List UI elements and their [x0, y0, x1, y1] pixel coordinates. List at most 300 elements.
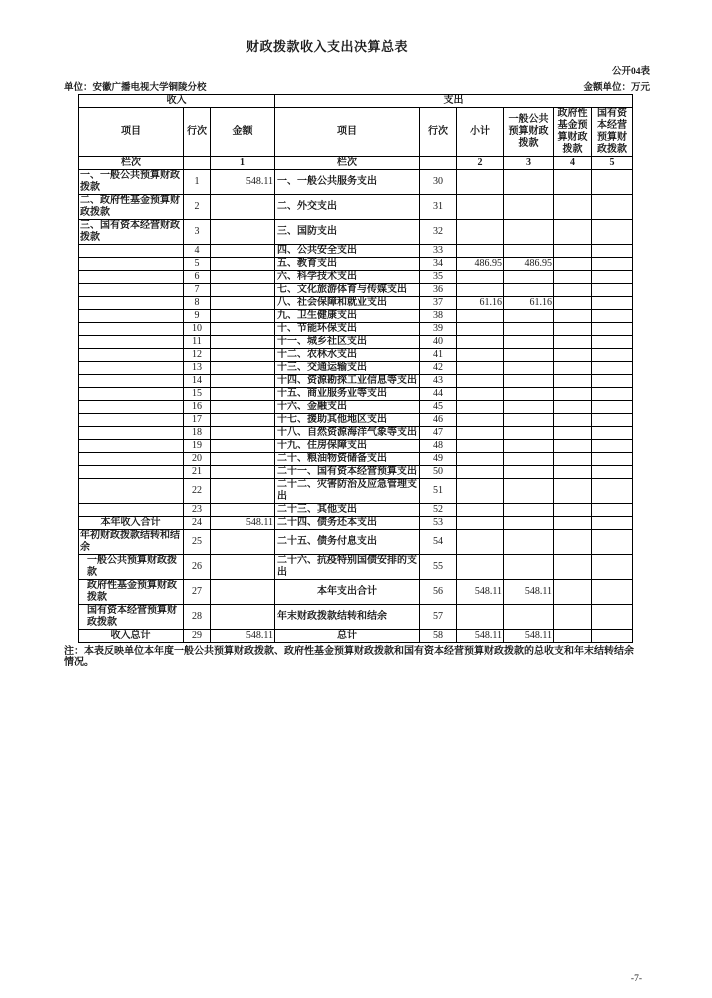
income-amount-cell: [211, 388, 275, 401]
expense-statecapital-budget-cell: [592, 310, 633, 323]
expense-govfund-budget-cell: [554, 310, 592, 323]
expense-govfund-budget-cell: [554, 195, 592, 220]
expense-rownum-cell: 55: [420, 555, 457, 580]
expense-subtotal-cell: [457, 479, 504, 504]
income-rownum-cell: 28: [184, 605, 211, 630]
expense-rownum-cell: 46: [420, 414, 457, 427]
expense-statecapital-budget-cell: [592, 517, 633, 530]
income-item-cell: [79, 466, 184, 479]
expense-rownum-cell: 54: [420, 530, 457, 555]
table-row: [79, 375, 633, 388]
income-amount-cell: [211, 310, 275, 323]
income-item-cell: [79, 284, 184, 297]
table-row: [79, 170, 633, 195]
expense-subtotal-cell: [457, 427, 504, 440]
table-row: [79, 310, 633, 323]
expense-statecapital-budget-cell: [592, 323, 633, 336]
table-row: [79, 466, 633, 479]
expense-subtotal-cell: [457, 605, 504, 630]
income-rownum-cell: 23: [184, 504, 211, 517]
table-row: [79, 362, 633, 375]
income-item-cell: 收入总计: [79, 630, 184, 643]
expense-rownum-cell: 42: [420, 362, 457, 375]
expense-subtotal-cell: [457, 195, 504, 220]
expense-general-index: 3: [504, 157, 554, 170]
expense-general-budget-header: 一般公共预算财政拨款: [504, 108, 554, 157]
expense-statecapital-budget-cell: [592, 195, 633, 220]
income-item-cell: [79, 479, 184, 504]
expense-general-budget-cell: [504, 362, 554, 375]
expense-govfund-budget-cell: [554, 630, 592, 643]
expense-item-cell: 八、社会保障和就业支出: [275, 297, 420, 310]
expense-rownum-cell: 51: [420, 479, 457, 504]
expense-item-cell: 十五、商业服务业等支出: [275, 388, 420, 401]
expense-govfund-budget-cell: [554, 414, 592, 427]
income-item-cell: 年初财政拨款结转和结余: [79, 530, 184, 555]
income-amount-cell: [211, 349, 275, 362]
expense-statecapital-budget-cell: [592, 605, 633, 630]
income-amount-cell: [211, 271, 275, 284]
income-rownum-cell: 8: [184, 297, 211, 310]
expense-govfund-index: 4: [554, 157, 592, 170]
expense-general-budget-cell: [504, 414, 554, 427]
expense-item-cell: 七、文化旅游体育与传媒支出: [275, 284, 420, 297]
fiscal-appropriation-table: [78, 94, 633, 643]
expense-item-cell: 二十二、灾害防治及应急管理支出: [275, 479, 420, 504]
expense-general-budget-cell: [504, 427, 554, 440]
expense-rownum-cell: 56: [420, 580, 457, 605]
table-row: [79, 580, 633, 605]
expense-item-cell: 十九、住房保障支出: [275, 440, 420, 453]
expense-general-budget-cell: [504, 284, 554, 297]
expense-item-cell: 六、科学技术支出: [275, 271, 420, 284]
income-rownum-cell: 16: [184, 401, 211, 414]
income-amount-index: 1: [211, 157, 275, 170]
expense-item-header: 项目: [275, 108, 420, 157]
income-amount-cell: [211, 479, 275, 504]
expense-subtotal-cell: [457, 170, 504, 195]
income-amount-cell: [211, 375, 275, 388]
expense-general-budget-cell: [504, 440, 554, 453]
expense-subtotal-cell: [457, 517, 504, 530]
table-row: [79, 427, 633, 440]
expense-subtotal-header: 小计: [457, 108, 504, 157]
expense-rownum-header: 行次: [420, 108, 457, 157]
expense-general-budget-cell: [504, 466, 554, 479]
income-rownum-cell: 3: [184, 220, 211, 245]
income-item-cell: [79, 453, 184, 466]
expense-statecapital-budget-cell: [592, 504, 633, 517]
income-item-header: 项目: [79, 108, 184, 157]
table-row: [79, 388, 633, 401]
expense-govfund-budget-cell: [554, 284, 592, 297]
expense-item-cell: 二十五、债务付息支出: [275, 530, 420, 555]
income-item-cell: [79, 245, 184, 258]
expense-subtotal-cell: [457, 349, 504, 362]
expense-govfund-budget-cell: [554, 349, 592, 362]
expense-rownum-cell: 39: [420, 323, 457, 336]
income-rownum-cell: 11: [184, 336, 211, 349]
expense-rownum-cell: 57: [420, 605, 457, 630]
expense-rownum-cell: 34: [420, 258, 457, 271]
expense-govfund-budget-cell: [554, 580, 592, 605]
income-item-cell: 一般公共预算财政拨款: [79, 555, 184, 580]
expense-govfund-budget-cell: [554, 170, 592, 195]
expense-rownum-cell: 50: [420, 466, 457, 479]
table-row: [79, 297, 633, 310]
table-row: [79, 414, 633, 427]
income-item-cell: [79, 375, 184, 388]
expense-rownum-cell: 45: [420, 401, 457, 414]
expense-statecapital-budget-cell: [592, 258, 633, 271]
table-row: [79, 605, 633, 630]
income-amount-cell: [211, 245, 275, 258]
expense-statecap-index: 5: [592, 157, 633, 170]
expense-statecapital-budget-cell: [592, 170, 633, 195]
expense-statecapital-budget-cell: [592, 375, 633, 388]
income-amount-cell: [211, 220, 275, 245]
expense-govfund-budget-cell: [554, 427, 592, 440]
expense-general-budget-cell: [504, 401, 554, 414]
expense-lanci-rownum: [420, 157, 457, 170]
expense-rownum-cell: 52: [420, 504, 457, 517]
expense-general-budget-cell: [504, 220, 554, 245]
meta-line: [64, 79, 650, 93]
income-rownum-cell: 13: [184, 362, 211, 375]
expense-item-cell: 二十一、国有资本经营预算支出: [275, 466, 420, 479]
expense-rownum-cell: 44: [420, 388, 457, 401]
expense-general-budget-cell: [504, 388, 554, 401]
expense-statecapital-budget-cell: [592, 284, 633, 297]
expense-general-budget-cell: [504, 517, 554, 530]
expense-rownum-cell: 40: [420, 336, 457, 349]
income-amount-cell: [211, 555, 275, 580]
expense-general-budget-cell: [504, 605, 554, 630]
table-row: [79, 453, 633, 466]
income-item-cell: [79, 349, 184, 362]
expense-general-budget-cell: [504, 349, 554, 362]
expense-subtotal-cell: [457, 414, 504, 427]
expense-general-budget-cell: [504, 336, 554, 349]
expense-statecapital-budget-cell: [592, 349, 633, 362]
table-row: [79, 504, 633, 517]
income-amount-cell: [211, 466, 275, 479]
expense-subtotal-cell: [457, 271, 504, 284]
expense-subtotal-cell: [457, 555, 504, 580]
expense-item-cell: 九、卫生健康支出: [275, 310, 420, 323]
income-rownum-cell: 5: [184, 258, 211, 271]
expense-govfund-budget-cell: [554, 388, 592, 401]
table-row: [79, 245, 633, 258]
income-rownum-cell: 7: [184, 284, 211, 297]
income-rownum-cell: 20: [184, 453, 211, 466]
expense-general-budget-cell: 548.11: [504, 580, 554, 605]
income-item-cell: 三、国有资本经营财政拨款: [79, 220, 184, 245]
expense-item-cell: 四、公共安全支出: [275, 245, 420, 258]
unit-label: 单位：安徽广播电视大学铜陵分校: [64, 83, 207, 93]
expense-general-budget-cell: 548.11: [504, 630, 554, 643]
expense-govfund-budget-cell: [554, 297, 592, 310]
expense-item-cell: 本年支出合计: [275, 580, 420, 605]
income-amount-cell: [211, 297, 275, 310]
column-index-row: [79, 157, 633, 170]
expense-govfund-budget-cell: [554, 323, 592, 336]
expense-subtotal-cell: [457, 388, 504, 401]
expense-statecapital-budget-header: 国有资本经营预算财政拨款: [592, 108, 633, 157]
table-row: [79, 401, 633, 414]
expense-subtotal-cell: [457, 401, 504, 414]
expense-govfund-budget-cell: [554, 271, 592, 284]
expense-item-cell: 二十三、其他支出: [275, 504, 420, 517]
table-row: [79, 440, 633, 453]
expense-govfund-budget-cell: [554, 258, 592, 271]
income-amount-cell: [211, 580, 275, 605]
expense-section-header: 支出: [275, 95, 633, 108]
table-body: [79, 170, 633, 643]
expense-item-cell: 十一、城乡社区支出: [275, 336, 420, 349]
expense-rownum-cell: 32: [420, 220, 457, 245]
table-row: [79, 555, 633, 580]
expense-govfund-budget-cell: [554, 555, 592, 580]
expense-subtotal-cell: [457, 530, 504, 555]
expense-rownum-cell: 31: [420, 195, 457, 220]
income-rownum-cell: 15: [184, 388, 211, 401]
table-row: [79, 630, 633, 643]
expense-item-cell: 五、教育支出: [275, 258, 420, 271]
income-item-cell: [79, 401, 184, 414]
income-item-cell: 一、一般公共预算财政拨款: [79, 170, 184, 195]
expense-subtotal-cell: [457, 362, 504, 375]
expense-general-budget-cell: [504, 453, 554, 466]
expense-subtotal-index: 2: [457, 157, 504, 170]
expense-subtotal-cell: [457, 466, 504, 479]
expense-general-budget-cell: [504, 375, 554, 388]
income-item-cell: 政府性基金预算财政拨款: [79, 580, 184, 605]
expense-statecapital-budget-cell: [592, 440, 633, 453]
expense-subtotal-cell: 548.11: [457, 580, 504, 605]
expense-general-budget-cell: [504, 479, 554, 504]
income-amount-cell: [211, 336, 275, 349]
expense-statecapital-budget-cell: [592, 530, 633, 555]
income-item-cell: [79, 323, 184, 336]
expense-govfund-budget-cell: [554, 336, 592, 349]
expense-statecapital-budget-cell: [592, 414, 633, 427]
expense-rownum-cell: 43: [420, 375, 457, 388]
income-amount-cell: [211, 530, 275, 555]
table-row: [79, 349, 633, 362]
income-amount-cell: 548.11: [211, 517, 275, 530]
expense-rownum-cell: 53: [420, 517, 457, 530]
income-item-cell: [79, 258, 184, 271]
expense-item-cell: 总计: [275, 630, 420, 643]
page-number: -7-: [630, 974, 642, 984]
expense-rownum-cell: 48: [420, 440, 457, 453]
expense-general-budget-cell: [504, 195, 554, 220]
expense-subtotal-cell: [457, 245, 504, 258]
income-rownum-header: 行次: [184, 108, 211, 157]
expense-subtotal-cell: [457, 504, 504, 517]
income-item-cell: [79, 310, 184, 323]
expense-govfund-budget-cell: [554, 517, 592, 530]
income-rownum-cell: 6: [184, 271, 211, 284]
expense-item-cell: 二十六、抗疫特别国债安排的支出: [275, 555, 420, 580]
expense-govfund-budget-cell: [554, 245, 592, 258]
income-item-cell: [79, 388, 184, 401]
expense-subtotal-cell: [457, 453, 504, 466]
table-row: [79, 284, 633, 297]
income-rownum-cell: 26: [184, 555, 211, 580]
expense-subtotal-cell: [457, 323, 504, 336]
expense-rownum-cell: 41: [420, 349, 457, 362]
expense-item-cell: 一、一般公共服务支出: [275, 170, 420, 195]
expense-rownum-cell: 47: [420, 427, 457, 440]
expense-item-cell: 十六、金融支出: [275, 401, 420, 414]
income-amount-cell: [211, 401, 275, 414]
income-amount-cell: [211, 427, 275, 440]
expense-general-budget-cell: [504, 504, 554, 517]
income-item-cell: [79, 504, 184, 517]
expense-govfund-budget-cell: [554, 479, 592, 504]
income-amount-cell: [211, 284, 275, 297]
expense-statecapital-budget-cell: [592, 580, 633, 605]
income-rownum-cell: 29: [184, 630, 211, 643]
table-row: [79, 258, 633, 271]
expense-statecapital-budget-cell: [592, 271, 633, 284]
expense-statecapital-budget-cell: [592, 555, 633, 580]
table-row: [79, 195, 633, 220]
expense-statecapital-budget-cell: [592, 336, 633, 349]
income-amount-cell: [211, 258, 275, 271]
income-amount-cell: 548.11: [211, 170, 275, 195]
expense-item-cell: 十三、交通运输支出: [275, 362, 420, 375]
table-row: [79, 271, 633, 284]
expense-rownum-cell: 36: [420, 284, 457, 297]
expense-lanci-label: 栏次: [275, 157, 420, 170]
section-header-row: [79, 95, 633, 108]
expense-statecapital-budget-cell: [592, 388, 633, 401]
table-row: [79, 336, 633, 349]
income-amount-cell: 548.11: [211, 630, 275, 643]
expense-item-cell: 年末财政拨款结转和结余: [275, 605, 420, 630]
expense-statecapital-budget-cell: [592, 401, 633, 414]
income-rownum-cell: 9: [184, 310, 211, 323]
income-amount-cell: [211, 504, 275, 517]
expense-general-budget-cell: [504, 323, 554, 336]
income-item-cell: [79, 271, 184, 284]
expense-rownum-cell: 30: [420, 170, 457, 195]
expense-subtotal-cell: 486.95: [457, 258, 504, 271]
expense-govfund-budget-cell: [554, 605, 592, 630]
income-amount-cell: [211, 362, 275, 375]
income-item-cell: 二、政府性基金预算财政拨款: [79, 195, 184, 220]
expense-subtotal-cell: 61.16: [457, 297, 504, 310]
expense-govfund-budget-cell: [554, 440, 592, 453]
income-item-cell: 本年收入合计: [79, 517, 184, 530]
income-rownum-cell: 2: [184, 195, 211, 220]
expense-general-budget-cell: 61.16: [504, 297, 554, 310]
expense-govfund-budget-cell: [554, 362, 592, 375]
expense-subtotal-cell: [457, 440, 504, 453]
income-item-cell: 国有资本经营预算财政拨款: [79, 605, 184, 630]
expense-general-budget-cell: [504, 170, 554, 195]
expense-item-cell: 三、国防支出: [275, 220, 420, 245]
expense-item-cell: 十八、自然资源海洋气象等支出: [275, 427, 420, 440]
expense-item-cell: 十、节能环保支出: [275, 323, 420, 336]
expense-govfund-budget-cell: [554, 530, 592, 555]
expense-statecapital-budget-cell: [592, 362, 633, 375]
income-amount-cell: [211, 414, 275, 427]
income-amount-cell: [211, 440, 275, 453]
expense-govfund-budget-header: 政府性基金预算财政拨款: [554, 108, 592, 157]
expense-statecapital-budget-cell: [592, 453, 633, 466]
expense-statecapital-budget-cell: [592, 630, 633, 643]
expense-item-cell: 二、外交支出: [275, 195, 420, 220]
expense-general-budget-cell: [504, 555, 554, 580]
income-rownum-cell: 27: [184, 580, 211, 605]
income-rownum-cell: 22: [184, 479, 211, 504]
expense-item-cell: 二十、粮油物资储备支出: [275, 453, 420, 466]
income-item-cell: [79, 297, 184, 310]
income-item-cell: [79, 362, 184, 375]
expense-statecapital-budget-cell: [592, 427, 633, 440]
expense-subtotal-cell: [457, 220, 504, 245]
form-code-label: 公开04表: [611, 67, 650, 77]
expense-rownum-cell: 35: [420, 271, 457, 284]
income-rownum-cell: 14: [184, 375, 211, 388]
income-rownum-cell: 24: [184, 517, 211, 530]
page-title: 财政拨款收入支出决算总表: [245, 39, 408, 54]
income-item-cell: [79, 440, 184, 453]
table-row: [79, 220, 633, 245]
income-amount-cell: [211, 453, 275, 466]
column-header-row: [79, 108, 633, 157]
income-amount-cell: [211, 323, 275, 336]
expense-govfund-budget-cell: [554, 220, 592, 245]
income-amount-cell: [211, 605, 275, 630]
expense-item-cell: 十二、农林水支出: [275, 349, 420, 362]
income-rownum-cell: 25: [184, 530, 211, 555]
expense-rownum-cell: 58: [420, 630, 457, 643]
income-rownum-cell: 21: [184, 466, 211, 479]
expense-statecapital-budget-cell: [592, 220, 633, 245]
income-lanci-label: 栏次: [79, 157, 184, 170]
income-lanci-rownum: [184, 157, 211, 170]
income-section-header: 收入: [79, 95, 275, 108]
expense-rownum-cell: 49: [420, 453, 457, 466]
expense-item-cell: 十七、援助其他地区支出: [275, 414, 420, 427]
income-rownum-cell: 19: [184, 440, 211, 453]
expense-statecapital-budget-cell: [592, 297, 633, 310]
expense-govfund-budget-cell: [554, 453, 592, 466]
expense-subtotal-cell: [457, 375, 504, 388]
expense-govfund-budget-cell: [554, 504, 592, 517]
expense-rownum-cell: 38: [420, 310, 457, 323]
expense-general-budget-cell: [504, 530, 554, 555]
expense-rownum-cell: 33: [420, 245, 457, 258]
income-amount-cell: [211, 195, 275, 220]
table-row: [79, 517, 633, 530]
expense-general-budget-cell: [504, 271, 554, 284]
income-rownum-cell: 4: [184, 245, 211, 258]
income-rownum-cell: 10: [184, 323, 211, 336]
expense-statecapital-budget-cell: [592, 466, 633, 479]
table-row: [79, 479, 633, 504]
income-item-cell: [79, 336, 184, 349]
expense-general-budget-cell: [504, 310, 554, 323]
income-rownum-cell: 1: [184, 170, 211, 195]
table-row: [79, 530, 633, 555]
income-amount-header: 金额: [211, 108, 275, 157]
